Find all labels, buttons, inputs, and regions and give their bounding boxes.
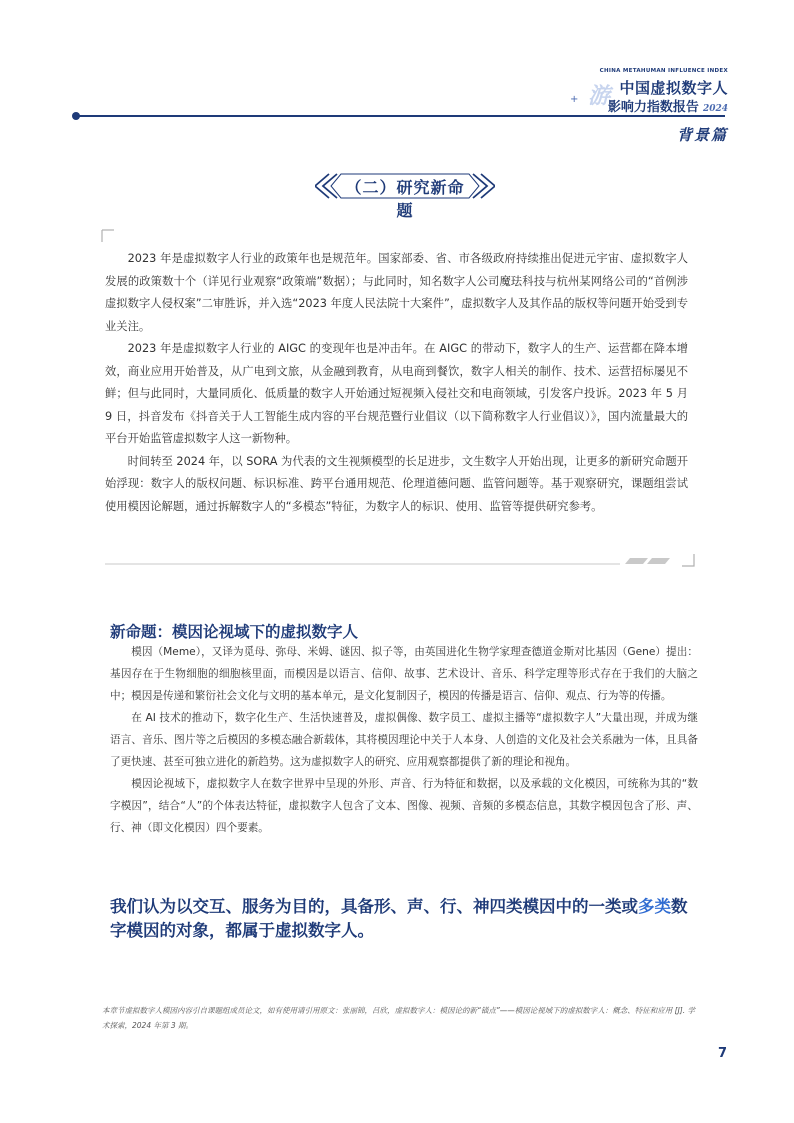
intro-paragraph-3: 时间转至 2024 年，以 SORA 为代表的文生视频模型的长足进步，文生数字人开始出现，让更多的新研究命题开始浮现：数字人的版权问题、标识标准、跨平台通用规范、伦理道德问题、监管问题等。基于观察研究，课题组尝试使用模因论解题，通过拆解数字人的“多模态”特征，为数字人的标识、使用、监管等提供研究参考。 [105,454,688,513]
header-title-line2-text: 影响力指数报告 [607,100,699,115]
meme-paragraph-2: 在 AI 技术的推动下，数字化生产、生活快速普及，虚拟偶像、数字员工、虚拟主播等“虚拟数字人”大量出现，并成为继语言、音乐、图片等之后模因的多模态融合新载体，其将模因理论中关于人本身、人创造的文化及社会关系融为一体，且具备了更快速、甚至可独立进化的新趋势。这为虚拟数字人的研究、应用观察都提供了新的理论和视角。 [110,712,698,768]
header-title-line1: 中国虚拟数字人 [619,79,728,97]
intro-text-block [105,232,688,562]
header-year: 2024 [702,104,728,114]
conclusion-part-3: 数字模因的对象，都属于虚拟数字人。 [110,897,688,940]
intro-paragraph-2: 2023 年是虚拟数字人行业的 AIGC 的变现年也是冲击年。在 AIGC 的带动下，数字人的生产、运营都在降本增效，商业应用开始普及，从广电到文旅，从金融到教育，从电商到餐饮，数字人相关的制作、技术、运营招标屡见不鲜；但与此同时，大量同质化、低质量的数字人开始通过短视频入侵社交和电商领域，引发客户投诉。2023 年 5 月 9 日，抖音发布《抖音关于人工智能生成内容的平台规范暨行业倡议（以下简称数字人行业倡议）》，国内流量最大的平台开始监管虚拟数字人这一新物种。 [105,342,688,445]
conclusion-highlight: 多类 [638,897,671,916]
header-title-line2 [608,96,728,115]
meme-paragraph-3: 模因论视域下，虚拟数字人在数字世界中呈现的外形、声音、行为特征和数据，以及承载的文化模因，可统称为其的“数字模因”，结合“人”的个体表达特征，虚拟数字人包含了文本、图像、视频、音频的多模态信息，其数字模因包含了形、声、行、神（即文化模因）四个要素。 [110,778,698,834]
meme-paragraph-1: 模因（Meme），又译为觅母、弥母、米姆、谜因、拟子等，由英国进化生物学家理查德道金斯对比基因（Gene）提出：基因存在于生物细胞的细胞核里面，而模因是以语言、信仰、故事、艺术设计、音乐、科学定理等形式存在于我们的大脑之中；模因是传递和繁衍社会文化与文明的基本单元，是文化复制因子，模因的传播是语言、信仰、观点、行为等的传播。 [110,646,698,702]
header-section-label: 背景篇 [676,126,728,144]
conclusion-statement [110,895,700,943]
header-rule [75,115,725,117]
citation-footnote: 本章节虚拟数字人模因内容引自课题组成员论文，如有使用请引用原文：张丽锦，吕欣，虚拟数字人：模因论的新“锚点”——模因论视域下的虚拟数字人：概念、特征和应用 [J]. 学术探索，2024 年第 3 期。 [102,1006,695,1030]
header-english-title: CHINA METAHUMAN INFLUENCE INDEX [599,68,728,74]
section-title: （二）研究新命题 [345,178,465,220]
header-plus-icon: + [570,94,579,105]
meme-section-body [110,641,698,839]
conclusion-part-1: 我们认为以交互、服务为目的，具备形、声、行、神四类模因中的一类或 [110,897,638,916]
meme-section-heading: 新命题：模因论视域下的虚拟数字人 [110,623,359,641]
intro-paragraph-1: 2023 年是虚拟数字人行业的政策年也是规范年。国家部委、省、市各级政府持续推出促进元宇宙、虚拟数字人发展的政策数十个（详见行业观察“政策端”数据）；与此同时，知名数字人公司魔珐科技与杭州某网络公司的“首例涉虚拟数字人侵权案”二审胜诉，并入选“2023 年度人民法院十大案件”，虚拟数字人及其作品的版权等问题开始受到专业关注。 [105,252,688,333]
header-decoration-glyph: 游 [588,84,611,109]
page-number: 7 [718,1046,728,1061]
